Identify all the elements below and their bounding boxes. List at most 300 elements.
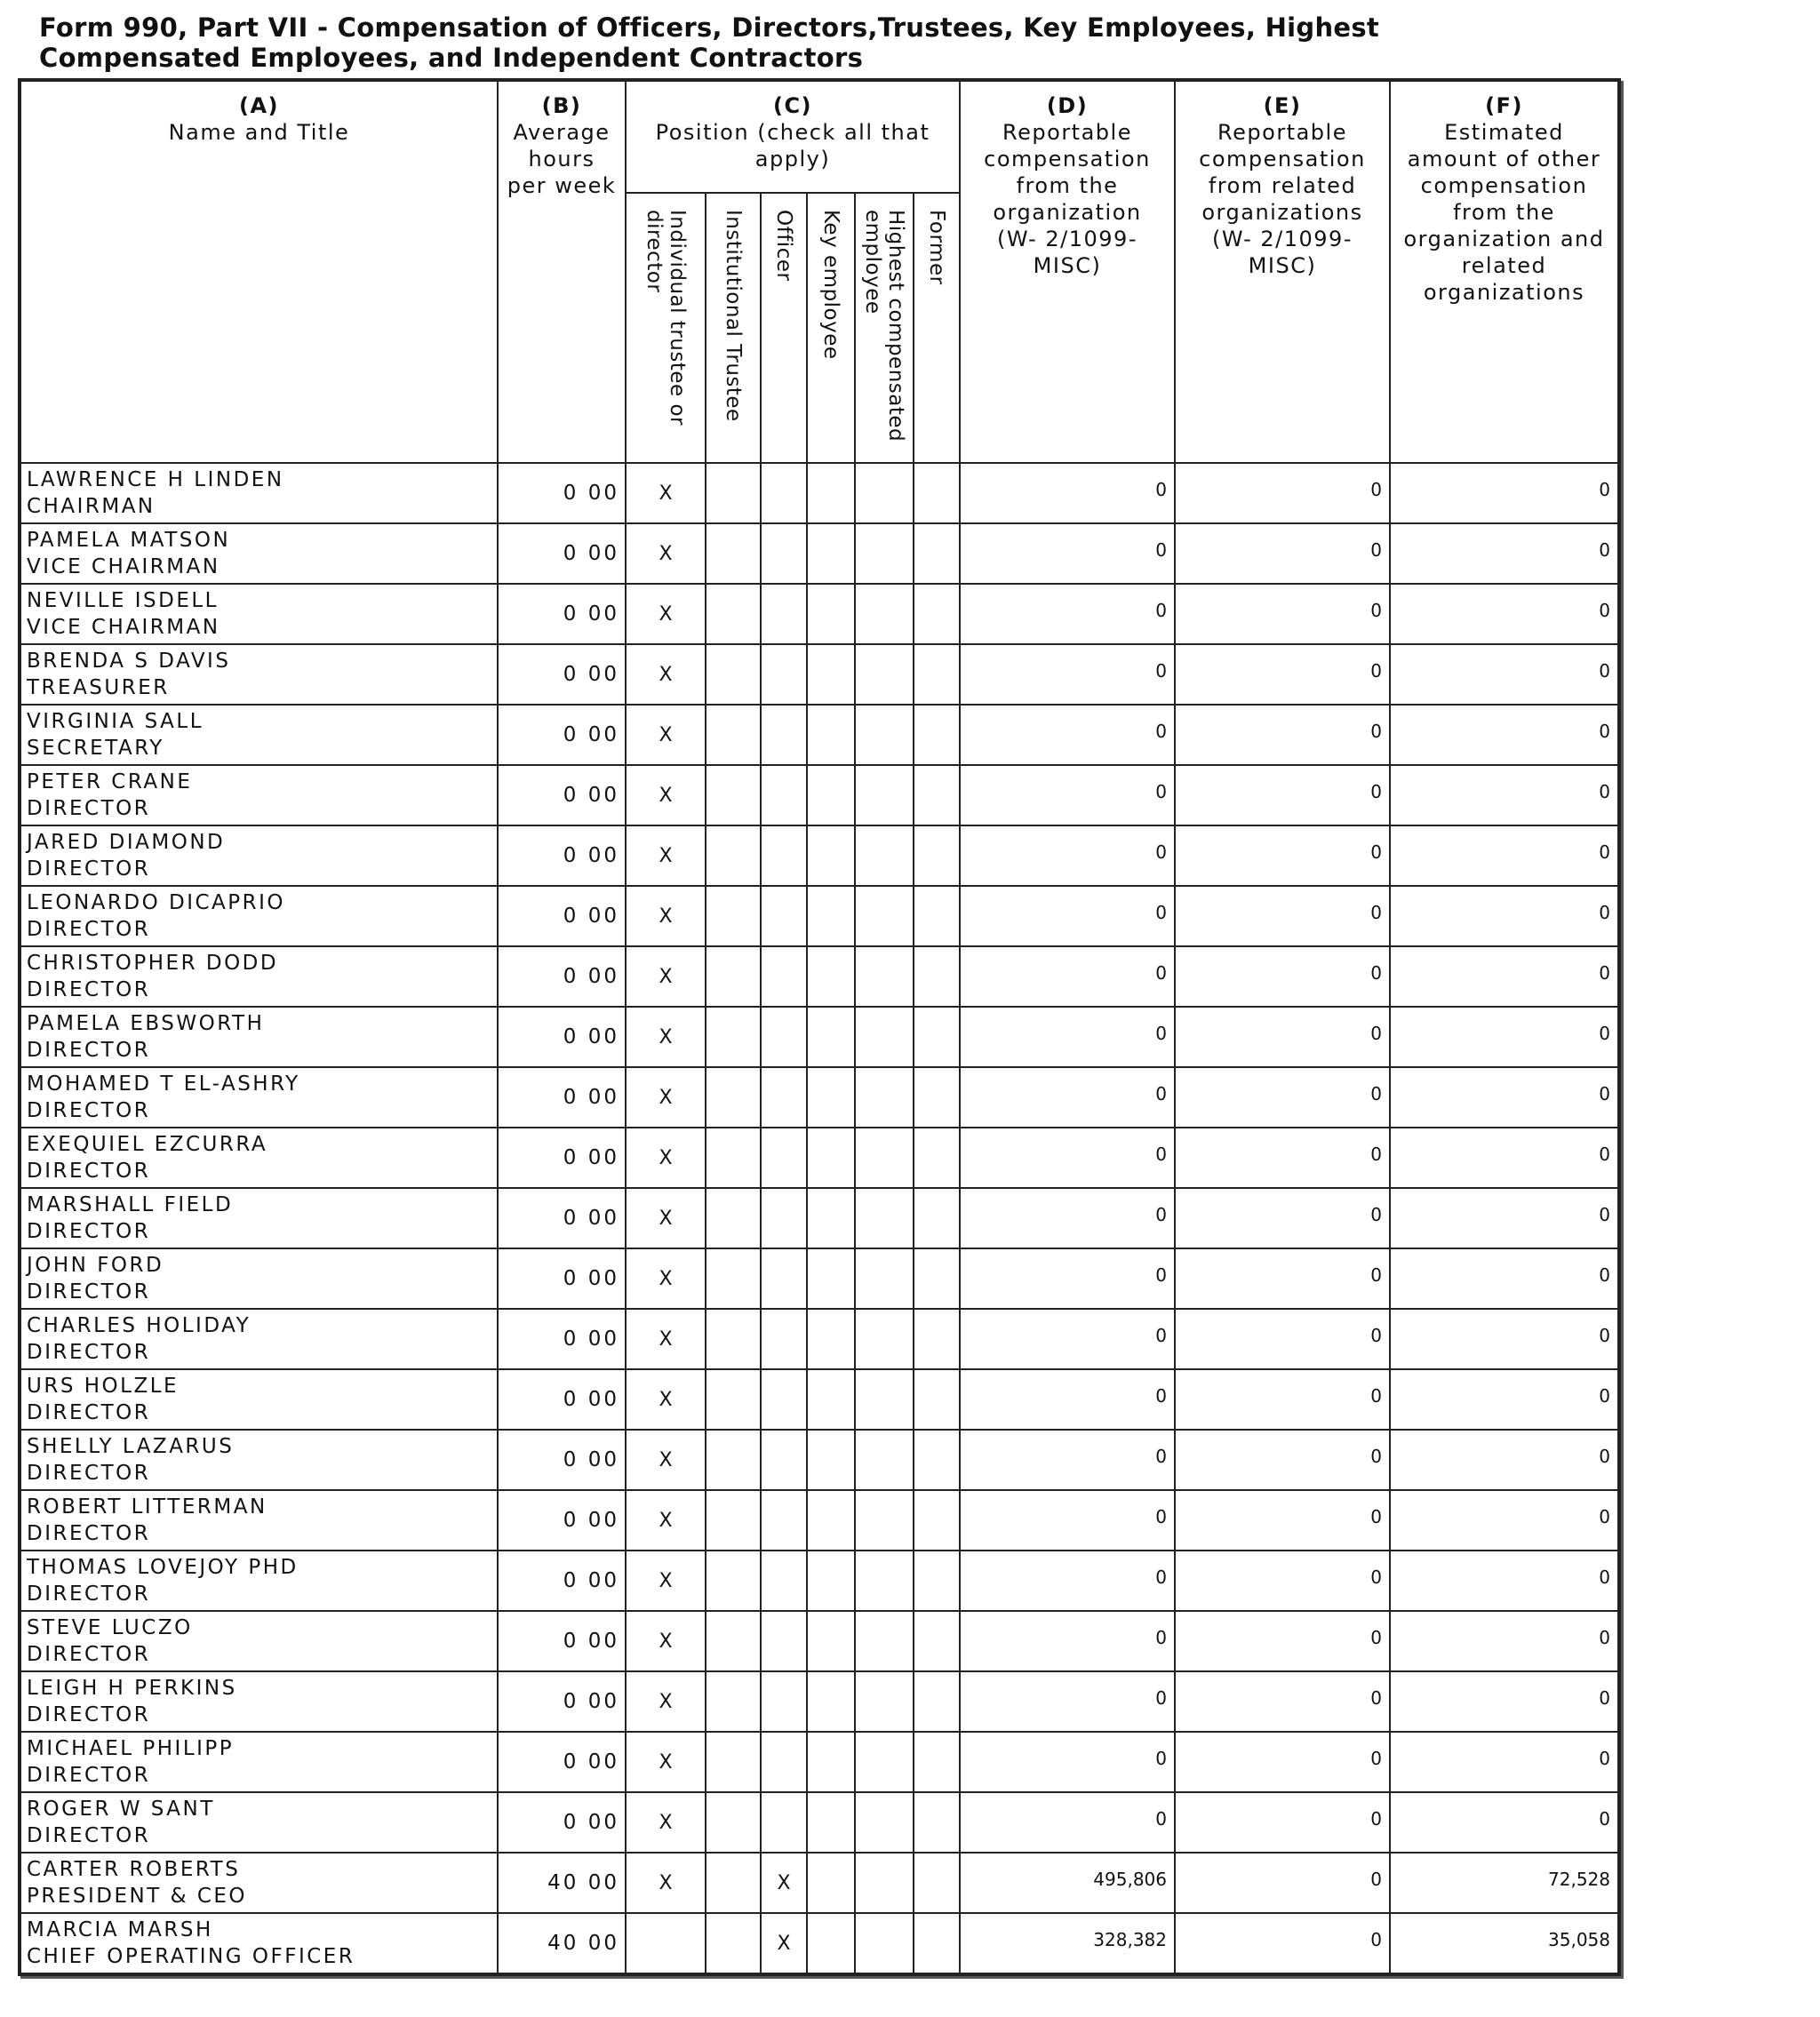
position-check-individual-trustee: X	[626, 1188, 706, 1248]
compensation-d-cell	[960, 1611, 1175, 1671]
compensation-f-cell	[1390, 1551, 1619, 1611]
compensation-f-value: 0	[1599, 600, 1610, 621]
compensation-e-value: 0	[1370, 841, 1382, 863]
position-check-former	[914, 523, 960, 584]
position-check-former	[914, 1067, 960, 1128]
person-title: CHAIRMAN	[27, 495, 156, 518]
position-check-highest-compensated	[855, 1309, 914, 1369]
position-check-key-employee	[807, 946, 855, 1007]
compensation-e-value: 0	[1370, 1869, 1382, 1890]
position-check-individual-trustee: X	[626, 1853, 706, 1913]
compensation-f-value: 0	[1599, 1204, 1610, 1225]
table-row	[20, 886, 1619, 946]
position-label-institutional-trustee: Institutional Trustee	[722, 210, 745, 422]
position-header-former	[914, 193, 960, 463]
compensation-e-cell	[1175, 1067, 1390, 1128]
compensation-d-cell	[960, 825, 1175, 886]
compensation-d-cell	[960, 1913, 1175, 1974]
compensation-d-cell	[960, 1430, 1175, 1490]
person-title: DIRECTOR	[27, 857, 151, 881]
name-title-cell	[20, 1430, 498, 1490]
person-title: DIRECTOR	[27, 1824, 151, 1847]
position-check-former	[914, 765, 960, 825]
column-d-label: Reportable compensation from the organization (W- 2/1099-MISC)	[984, 120, 1151, 278]
column-e-code: (E)	[1263, 93, 1302, 118]
position-check-former	[914, 825, 960, 886]
table-row	[20, 644, 1619, 705]
position-check-officer	[761, 1128, 807, 1188]
compensation-f-cell	[1390, 1853, 1619, 1913]
hours-cell: 0 00	[498, 1792, 626, 1853]
table-row	[20, 825, 1619, 886]
compensation-e-cell	[1175, 1551, 1390, 1611]
position-check-institutional-trustee	[706, 886, 761, 946]
position-check-highest-compensated	[855, 1853, 914, 1913]
compensation-e-value: 0	[1370, 1687, 1382, 1709]
person-name: BRENDA S DAVIS	[27, 650, 231, 673]
name-title-cell	[20, 1853, 498, 1913]
person-name: JARED DIAMOND	[27, 831, 226, 854]
compensation-e-value: 0	[1370, 962, 1382, 984]
position-check-former	[914, 1309, 960, 1369]
compensation-f-cell	[1390, 1913, 1619, 1974]
compensation-e-value: 0	[1370, 1506, 1382, 1527]
column-f-label: Estimated amount of other compensation from the organization and related organizations	[1403, 120, 1605, 305]
compensation-d-value: 0	[1155, 660, 1167, 682]
person-name: CARTER ROBERTS	[27, 1858, 241, 1881]
person-name: PAMELA EBSWORTH	[27, 1012, 265, 1035]
position-check-institutional-trustee	[706, 1067, 761, 1128]
compensation-e-value: 0	[1370, 1627, 1382, 1648]
position-check-key-employee	[807, 1430, 855, 1490]
person-name: STEVE LUCZO	[27, 1616, 193, 1639]
compensation-e-value: 0	[1370, 721, 1382, 742]
position-check-institutional-trustee	[706, 1128, 761, 1188]
position-check-institutional-trustee	[706, 584, 761, 644]
column-header-e	[1175, 80, 1390, 463]
position-label-highest-compensated: Highest compensated employee	[861, 210, 907, 442]
compensation-f-cell	[1390, 825, 1619, 886]
compensation-d-cell	[960, 523, 1175, 584]
position-check-former	[914, 1128, 960, 1188]
name-title-cell	[20, 765, 498, 825]
compensation-f-cell	[1390, 1007, 1619, 1067]
table-row	[20, 765, 1619, 825]
position-check-former	[914, 1430, 960, 1490]
name-title-cell	[20, 1611, 498, 1671]
hours-cell: 40 00	[498, 1853, 626, 1913]
position-check-officer	[761, 1551, 807, 1611]
position-check-individual-trustee: X	[626, 1007, 706, 1067]
compensation-e-cell	[1175, 1309, 1390, 1369]
position-check-individual-trustee: X	[626, 1490, 706, 1551]
compensation-e-value: 0	[1370, 1446, 1382, 1467]
hours-cell: 0 00	[498, 1430, 626, 1490]
position-check-institutional-trustee	[706, 1309, 761, 1369]
compensation-e-value: 0	[1370, 1808, 1382, 1830]
position-check-institutional-trustee	[706, 1611, 761, 1671]
compensation-d-value: 0	[1155, 962, 1167, 984]
compensation-d-value: 0	[1155, 1264, 1167, 1286]
compensation-e-cell	[1175, 825, 1390, 886]
position-check-key-employee	[807, 1551, 855, 1611]
name-title-cell	[20, 644, 498, 705]
hours-cell: 0 00	[498, 1007, 626, 1067]
position-check-officer	[761, 946, 807, 1007]
hours-cell: 0 00	[498, 1188, 626, 1248]
compensation-d-value: 0	[1155, 1446, 1167, 1467]
compensation-e-cell	[1175, 1611, 1390, 1671]
compensation-e-value: 0	[1370, 1325, 1382, 1346]
column-f-code: (F)	[1485, 93, 1523, 118]
column-header-c	[626, 80, 960, 193]
person-title: DIRECTOR	[27, 1160, 151, 1183]
person-title: DIRECTOR	[27, 978, 151, 1001]
hours-cell: 0 00	[498, 1309, 626, 1369]
table-row	[20, 1490, 1619, 1551]
name-title-cell	[20, 1732, 498, 1792]
compensation-e-cell	[1175, 1007, 1390, 1067]
compensation-e-value: 0	[1370, 1929, 1382, 1950]
compensation-f-value: 0	[1599, 962, 1610, 984]
position-check-officer	[761, 1007, 807, 1067]
hours-cell: 0 00	[498, 765, 626, 825]
compensation-table	[18, 78, 1621, 1976]
compensation-d-cell	[960, 1792, 1175, 1853]
hours-cell: 0 00	[498, 886, 626, 946]
position-check-highest-compensated	[855, 705, 914, 765]
person-name: MARCIA MARSH	[27, 1918, 213, 1941]
compensation-e-cell	[1175, 1853, 1390, 1913]
compensation-f-cell	[1390, 1369, 1619, 1430]
position-check-highest-compensated	[855, 825, 914, 886]
position-check-highest-compensated	[855, 463, 914, 523]
table-row	[20, 1792, 1619, 1853]
compensation-f-value: 0	[1599, 1083, 1610, 1104]
person-title: DIRECTOR	[27, 1522, 151, 1545]
position-check-highest-compensated	[855, 1369, 914, 1430]
name-title-cell	[20, 1309, 498, 1369]
column-header-d	[960, 80, 1175, 463]
compensation-f-value: 0	[1599, 1325, 1610, 1346]
table-body	[20, 463, 1619, 1974]
position-check-key-employee	[807, 1671, 855, 1732]
position-check-individual-trustee: X	[626, 1792, 706, 1853]
position-check-key-employee	[807, 523, 855, 584]
position-check-key-employee	[807, 1792, 855, 1853]
compensation-d-value: 0	[1155, 1687, 1167, 1709]
position-check-individual-trustee: X	[626, 1671, 706, 1732]
position-check-former	[914, 946, 960, 1007]
name-title-cell	[20, 1188, 498, 1248]
hours-cell: 0 00	[498, 463, 626, 523]
compensation-d-value: 0	[1155, 1144, 1167, 1165]
position-check-individual-trustee: X	[626, 1309, 706, 1369]
position-check-key-employee	[807, 765, 855, 825]
compensation-f-value: 72,528	[1548, 1869, 1610, 1890]
compensation-f-value: 0	[1599, 479, 1610, 500]
position-check-institutional-trustee	[706, 1732, 761, 1792]
position-check-former	[914, 1551, 960, 1611]
name-title-cell	[20, 1007, 498, 1067]
position-check-highest-compensated	[855, 523, 914, 584]
compensation-f-value: 0	[1599, 539, 1610, 561]
table-row	[20, 1369, 1619, 1430]
position-check-highest-compensated	[855, 1792, 914, 1853]
compensation-e-value: 0	[1370, 1567, 1382, 1588]
position-check-former	[914, 644, 960, 705]
position-check-highest-compensated	[855, 886, 914, 946]
position-check-key-employee	[807, 1369, 855, 1430]
compensation-f-value: 0	[1599, 1627, 1610, 1648]
position-check-highest-compensated	[855, 765, 914, 825]
position-check-former	[914, 1007, 960, 1067]
compensation-d-cell	[960, 1248, 1175, 1309]
position-check-key-employee	[807, 886, 855, 946]
position-check-highest-compensated	[855, 1671, 914, 1732]
person-title: VICE CHAIRMAN	[27, 555, 220, 578]
person-title: DIRECTOR	[27, 1643, 151, 1666]
position-label-key-employee: Key employee	[819, 210, 842, 360]
hours-cell: 0 00	[498, 1067, 626, 1128]
compensation-e-value: 0	[1370, 1083, 1382, 1104]
position-check-former	[914, 1188, 960, 1248]
compensation-d-value: 0	[1155, 1567, 1167, 1588]
position-check-highest-compensated	[855, 1128, 914, 1188]
position-header-individual-trustee	[626, 193, 706, 463]
position-check-institutional-trustee	[706, 1369, 761, 1430]
person-title: VICE CHAIRMAN	[27, 616, 220, 639]
compensation-f-value: 0	[1599, 1264, 1610, 1286]
person-title: DIRECTOR	[27, 1280, 151, 1303]
compensation-d-value: 0	[1155, 1023, 1167, 1044]
position-check-officer	[761, 765, 807, 825]
compensation-f-cell	[1390, 1188, 1619, 1248]
position-check-key-employee	[807, 1913, 855, 1974]
position-check-highest-compensated	[855, 1611, 914, 1671]
compensation-d-value: 0	[1155, 479, 1167, 500]
name-title-cell	[20, 1792, 498, 1853]
position-check-officer	[761, 705, 807, 765]
position-check-officer	[761, 1067, 807, 1128]
compensation-d-value: 0	[1155, 1748, 1167, 1769]
position-check-former	[914, 1611, 960, 1671]
compensation-f-cell	[1390, 1067, 1619, 1128]
position-check-former	[914, 1913, 960, 1974]
column-c-label: Position (check all that apply)	[655, 120, 930, 171]
position-check-former	[914, 1732, 960, 1792]
position-check-individual-trustee: X	[626, 463, 706, 523]
compensation-e-cell	[1175, 886, 1390, 946]
position-check-officer	[761, 1792, 807, 1853]
compensation-d-cell	[960, 1067, 1175, 1128]
position-check-former	[914, 1248, 960, 1309]
position-header-officer	[761, 193, 807, 463]
compensation-f-cell	[1390, 1732, 1619, 1792]
compensation-f-cell	[1390, 1248, 1619, 1309]
name-title-cell	[20, 1671, 498, 1732]
compensation-e-value: 0	[1370, 1023, 1382, 1044]
position-check-institutional-trustee	[706, 705, 761, 765]
hours-cell: 0 00	[498, 825, 626, 886]
position-check-individual-trustee: X	[626, 1732, 706, 1792]
compensation-e-cell	[1175, 1369, 1390, 1430]
compensation-f-cell	[1390, 1128, 1619, 1188]
compensation-f-value: 0	[1599, 1506, 1610, 1527]
column-b-label: Average hours per week	[507, 120, 617, 198]
table-row	[20, 1309, 1619, 1369]
position-check-institutional-trustee	[706, 1913, 761, 1974]
column-a-label: Name and Title	[168, 120, 350, 145]
position-check-highest-compensated	[855, 1007, 914, 1067]
position-check-individual-trustee: X	[626, 1067, 706, 1128]
person-name: THOMAS LOVEJOY PHD	[27, 1556, 299, 1579]
person-title: DIRECTOR	[27, 1764, 151, 1787]
position-check-individual-trustee: X	[626, 825, 706, 886]
position-check-key-employee	[807, 1188, 855, 1248]
compensation-d-cell	[960, 705, 1175, 765]
compensation-d-value: 0	[1155, 1083, 1167, 1104]
column-e-label: Reportable compensation from related organizations (W- 2/1099- MISC)	[1199, 120, 1366, 278]
compensation-f-cell	[1390, 584, 1619, 644]
table-row	[20, 1188, 1619, 1248]
compensation-d-cell	[960, 1309, 1175, 1369]
compensation-d-value: 0	[1155, 1204, 1167, 1225]
compensation-d-value: 0	[1155, 600, 1167, 621]
position-check-former	[914, 1853, 960, 1913]
person-title: DIRECTOR	[27, 1341, 151, 1364]
hours-cell: 0 00	[498, 1611, 626, 1671]
position-check-institutional-trustee	[706, 523, 761, 584]
position-check-individual-trustee: X	[626, 644, 706, 705]
compensation-f-value: 0	[1599, 1446, 1610, 1467]
position-check-key-employee	[807, 1611, 855, 1671]
compensation-d-value: 0	[1155, 1506, 1167, 1527]
position-check-institutional-trustee	[706, 1551, 761, 1611]
hours-cell: 40 00	[498, 1913, 626, 1974]
position-check-officer	[761, 584, 807, 644]
compensation-e-cell	[1175, 705, 1390, 765]
compensation-e-value: 0	[1370, 600, 1382, 621]
position-label-officer: Officer	[772, 210, 795, 282]
position-check-institutional-trustee	[706, 1007, 761, 1067]
compensation-d-cell	[960, 644, 1175, 705]
compensation-e-cell	[1175, 1430, 1390, 1490]
position-check-institutional-trustee	[706, 1248, 761, 1309]
hours-cell: 0 00	[498, 705, 626, 765]
position-check-institutional-trustee	[706, 1188, 761, 1248]
position-check-officer	[761, 886, 807, 946]
compensation-e-cell	[1175, 584, 1390, 644]
person-title: SECRETARY	[27, 737, 164, 760]
name-title-cell	[20, 1248, 498, 1309]
position-check-officer	[761, 1490, 807, 1551]
compensation-d-value: 0	[1155, 721, 1167, 742]
position-check-key-employee	[807, 1007, 855, 1067]
position-label-former: Former	[925, 210, 948, 285]
column-c-code: (C)	[772, 93, 813, 118]
compensation-d-cell	[960, 1490, 1175, 1551]
person-name: ROBERT LITTERMAN	[27, 1495, 267, 1519]
position-check-institutional-trustee	[706, 1430, 761, 1490]
position-check-individual-trustee: X	[626, 886, 706, 946]
compensation-d-value: 0	[1155, 781, 1167, 802]
person-title: DIRECTOR	[27, 1099, 151, 1122]
compensation-d-value: 0	[1155, 902, 1167, 923]
name-title-cell	[20, 463, 498, 523]
compensation-d-value: 0	[1155, 1808, 1167, 1830]
table-row	[20, 705, 1619, 765]
compensation-f-cell	[1390, 1611, 1619, 1671]
compensation-d-cell	[960, 1188, 1175, 1248]
person-name: CHRISTOPHER DODD	[27, 952, 279, 975]
name-title-cell	[20, 946, 498, 1007]
compensation-d-cell	[960, 1369, 1175, 1430]
column-a-code: (A)	[238, 93, 279, 118]
position-check-officer	[761, 1309, 807, 1369]
position-check-individual-trustee: X	[626, 946, 706, 1007]
position-check-officer: X	[761, 1853, 807, 1913]
person-title: PRESIDENT & CEO	[27, 1885, 248, 1908]
table-row	[20, 1732, 1619, 1792]
position-header-institutional-trustee	[706, 193, 761, 463]
compensation-f-cell	[1390, 886, 1619, 946]
position-check-institutional-trustee	[706, 946, 761, 1007]
compensation-d-cell	[960, 1551, 1175, 1611]
compensation-e-value: 0	[1370, 539, 1382, 561]
name-title-cell	[20, 825, 498, 886]
person-title: DIRECTOR	[27, 797, 151, 820]
position-check-key-employee	[807, 1732, 855, 1792]
person-name: LEIGH H PERKINS	[27, 1677, 237, 1700]
compensation-f-value: 35,058	[1548, 1929, 1610, 1950]
person-name: MICHAEL PHILIPP	[27, 1737, 235, 1760]
compensation-e-value: 0	[1370, 1144, 1382, 1165]
compensation-f-cell	[1390, 644, 1619, 705]
hours-cell: 0 00	[498, 1551, 626, 1611]
position-check-key-employee	[807, 705, 855, 765]
name-title-cell	[20, 1551, 498, 1611]
hours-cell: 0 00	[498, 1490, 626, 1551]
column-header-a	[20, 80, 498, 463]
position-check-key-employee	[807, 584, 855, 644]
position-check-institutional-trustee	[706, 644, 761, 705]
position-check-former	[914, 463, 960, 523]
hours-cell: 0 00	[498, 1248, 626, 1309]
position-check-individual-trustee: X	[626, 1551, 706, 1611]
table-row	[20, 1853, 1619, 1913]
compensation-e-cell	[1175, 1671, 1390, 1732]
person-title: TREASURER	[27, 676, 170, 699]
compensation-f-cell	[1390, 946, 1619, 1007]
compensation-e-value: 0	[1370, 902, 1382, 923]
person-title: DIRECTOR	[27, 1583, 151, 1606]
position-check-officer	[761, 463, 807, 523]
hours-cell: 0 00	[498, 1732, 626, 1792]
position-check-individual-trustee	[626, 1913, 706, 1974]
position-check-former	[914, 886, 960, 946]
position-check-officer	[761, 1248, 807, 1309]
table-row	[20, 1067, 1619, 1128]
person-title: DIRECTOR	[27, 1462, 151, 1485]
compensation-f-value: 0	[1599, 902, 1610, 923]
compensation-f-value: 0	[1599, 1567, 1610, 1588]
position-check-key-employee	[807, 463, 855, 523]
position-check-individual-trustee: X	[626, 1128, 706, 1188]
position-check-key-employee	[807, 1490, 855, 1551]
name-title-cell	[20, 886, 498, 946]
position-check-key-employee	[807, 1128, 855, 1188]
